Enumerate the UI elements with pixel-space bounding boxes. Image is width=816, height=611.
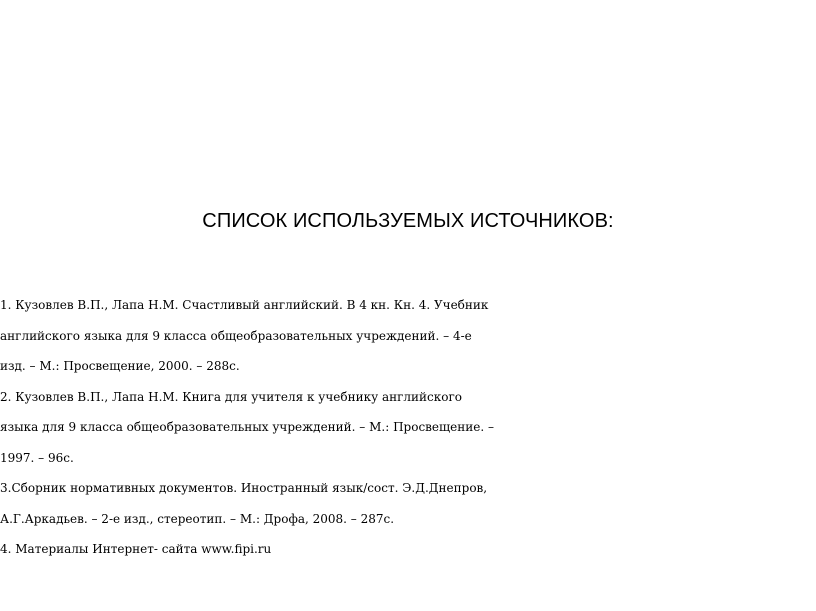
source-entry-4 — [0, 534, 812, 565]
source-line: А.Г.Аркадьев. – 2-е изд., стереотип. – М.: Дрофа, 2008. – 287с. — [0, 511, 395, 526]
source-entry-1 — [0, 290, 812, 382]
source-line: 2. Кузовлев В.П., Лапа Н.М. Книга для учителя к учебнику английского — [0, 389, 462, 404]
source-line: 1997. – 96с. — [0, 450, 74, 465]
source-line: 4. Материалы Интернет- сайта www.fipi.ru — [0, 542, 272, 556]
sources-list — [0, 290, 812, 565]
source-line: 1. Кузовлев В.П., Лапа Н.М. Счастливый английский. В 4 кн. Кн. 4. Учебник — [0, 298, 489, 312]
source-line: английского языка для 9 класса общеобразовательных учреждений. – 4-е — [0, 328, 472, 343]
source-entry-2 — [0, 382, 812, 474]
source-entry-3 — [0, 473, 812, 534]
page-title: СПИСОК ИСПОЛЬЗУЕМЫХ ИСТОЧНИКОВ: — [202, 210, 614, 232]
source-line: 3.Сборник нормативных документов. Иностранный язык/сост. Э.Д.Днепров, — [0, 481, 488, 495]
source-line: языка для 9 класса общеобразовательных учреждений. – М.: Просвещение. – — [0, 420, 495, 434]
source-line: изд. – М.: Просвещение, 2000. – 288с. — [0, 359, 240, 373]
